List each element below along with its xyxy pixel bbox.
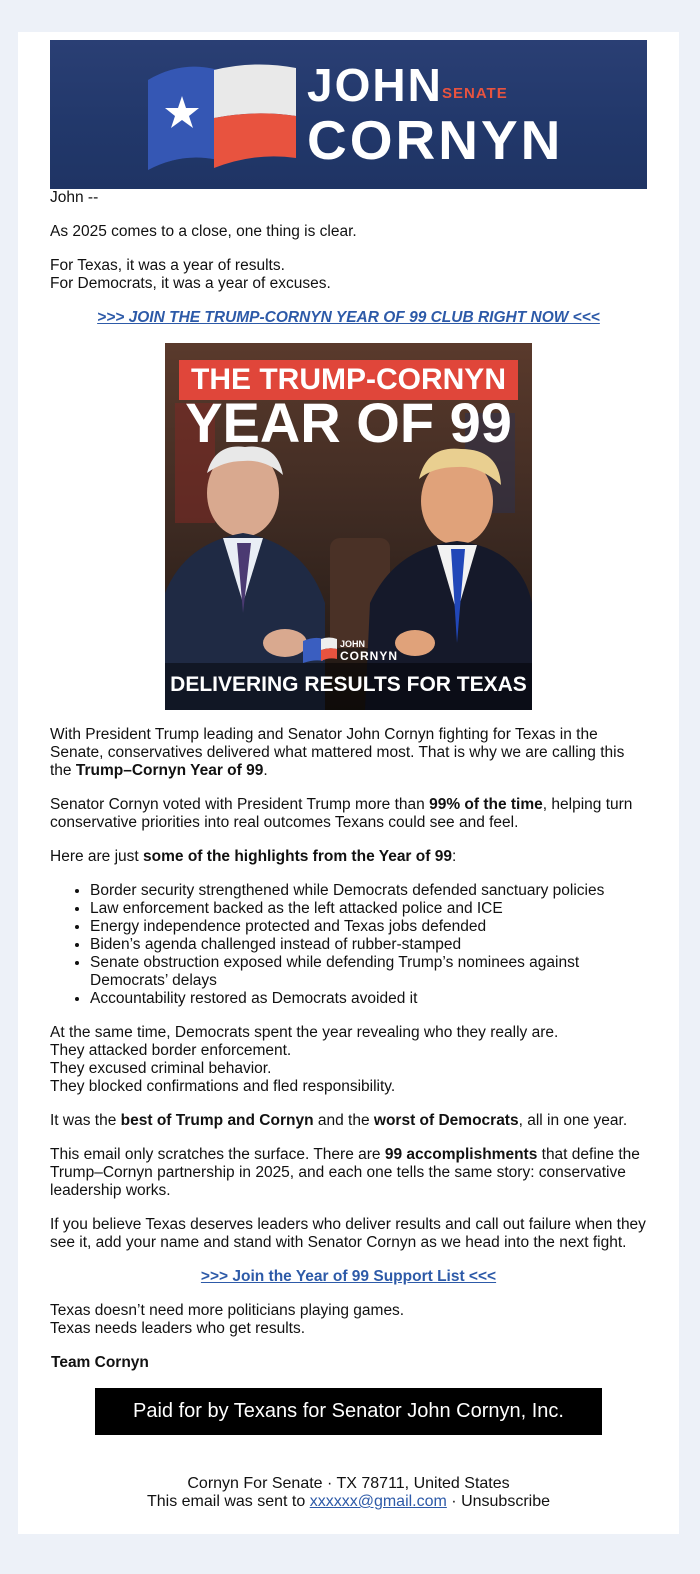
- list-item: • Law enforcement backed as the left attacked police and ICE: [90, 900, 647, 918]
- footer: [50, 1475, 647, 1511]
- footer-address: Cornyn For Senate · TX 78711, United States: [187, 1475, 510, 1492]
- list-item: • Biden’s agenda challenged instead of rubber-stamped: [90, 936, 647, 954]
- support-list-link[interactable]: >>> Join the Year of 99 Support List <<<: [200, 1268, 497, 1285]
- democrats-line: For Democrats, it was a year of excuses.: [50, 275, 331, 292]
- paragraph-best-worst: It was the best of Trump and Cornyn and the worst of Democrats, all in one year.: [50, 1112, 628, 1129]
- paid-for-disclaimer: Paid for by Texans for Senator John Cornyn, Inc.: [95, 1388, 602, 1435]
- email-body: [50, 40, 647, 1511]
- paragraph-accomplishments: This email only scratches the surface. There are 99 accomplishments that define the Trump–Cornyn partnership in 2025, and each one tells the same story: conservative leadership works.: [50, 1146, 640, 1199]
- join-club-link[interactable]: >>> JOIN THE TRUMP-CORNYN YEAR OF 99 CLUB RIGHT NOW <<<: [97, 309, 600, 326]
- unsubscribe-link[interactable]: Unsubscribe: [461, 1493, 551, 1510]
- list-item: • Energy independence protected and Texas jobs defended: [90, 918, 647, 936]
- democrats-block: At the same time, Democrats spent the year revealing who they really are. They attacked border enforcement. They excused criminal behavior. They blocked confirmations and fled responsibility.: [50, 1024, 559, 1095]
- list-item: • Border security strengthened while Democrats defended sanctuary policies: [90, 882, 647, 900]
- closing-line-1: Texas doesn’t need more politicians playing games.: [50, 1302, 405, 1319]
- footer-sent-to: This email was sent to xxxxxx@gmail.com · Unsubscribe: [146, 1493, 551, 1510]
- texas-line: For Texas, it was a year of results.: [50, 257, 285, 274]
- hero-logo-first: JOHN: [340, 639, 366, 649]
- hero-headline-main: YEAR OF 99: [185, 391, 512, 454]
- recipient-email-link[interactable]: xxxxxx@gmail.com: [309, 1493, 447, 1510]
- paragraph-highlights-intro: Here are just some of the highlights from the Year of 99:: [50, 848, 457, 865]
- closing-line-2: Texas needs leaders who get results.: [50, 1320, 306, 1337]
- header-banner: [50, 40, 647, 189]
- banner-office: SENATE: [442, 85, 508, 102]
- hero-image[interactable]: [165, 343, 532, 710]
- signature: Team Cornyn: [51, 1354, 149, 1371]
- list-item: • Senate obstruction exposed while defending Trump’s nominees against Democrats’ delays: [90, 954, 647, 990]
- highlights-list: [50, 882, 647, 1008]
- paragraph-year-of-99: With President Trump leading and Senator John Cornyn fighting for Texas in the Senate, conservatives delivered what mattered most. That is why we are calling this the Trump–Cornyn Year of 99.: [50, 726, 625, 779]
- hero-logo-last: CORNYN: [340, 649, 399, 663]
- intro-text: As 2025 comes to a close, one thing is clear.: [50, 223, 357, 240]
- paragraph-voting-record: Senator Cornyn voted with President Trump more than 99% of the time, helping turn conservative priorities into real outcomes Texans could see and feel.: [50, 796, 633, 831]
- banner-last-name: CORNYN: [307, 109, 564, 171]
- hero-headline-top: THE TRUMP-CORNYN: [191, 363, 506, 396]
- greeting: John --: [50, 189, 99, 206]
- hero-tagline: DELIVERING RESULTS FOR TEXAS: [170, 673, 527, 696]
- banner-first-name: JOHN: [307, 59, 443, 111]
- list-item: • Accountability restored as Democrats avoided it: [90, 990, 647, 1008]
- paragraph-call-to-action: If you believe Texas deserves leaders who deliver results and call out failure when they see it, add your name and stand with Senator Cornyn as we head into the next fight.: [50, 1216, 646, 1251]
- email-card: [18, 32, 679, 1534]
